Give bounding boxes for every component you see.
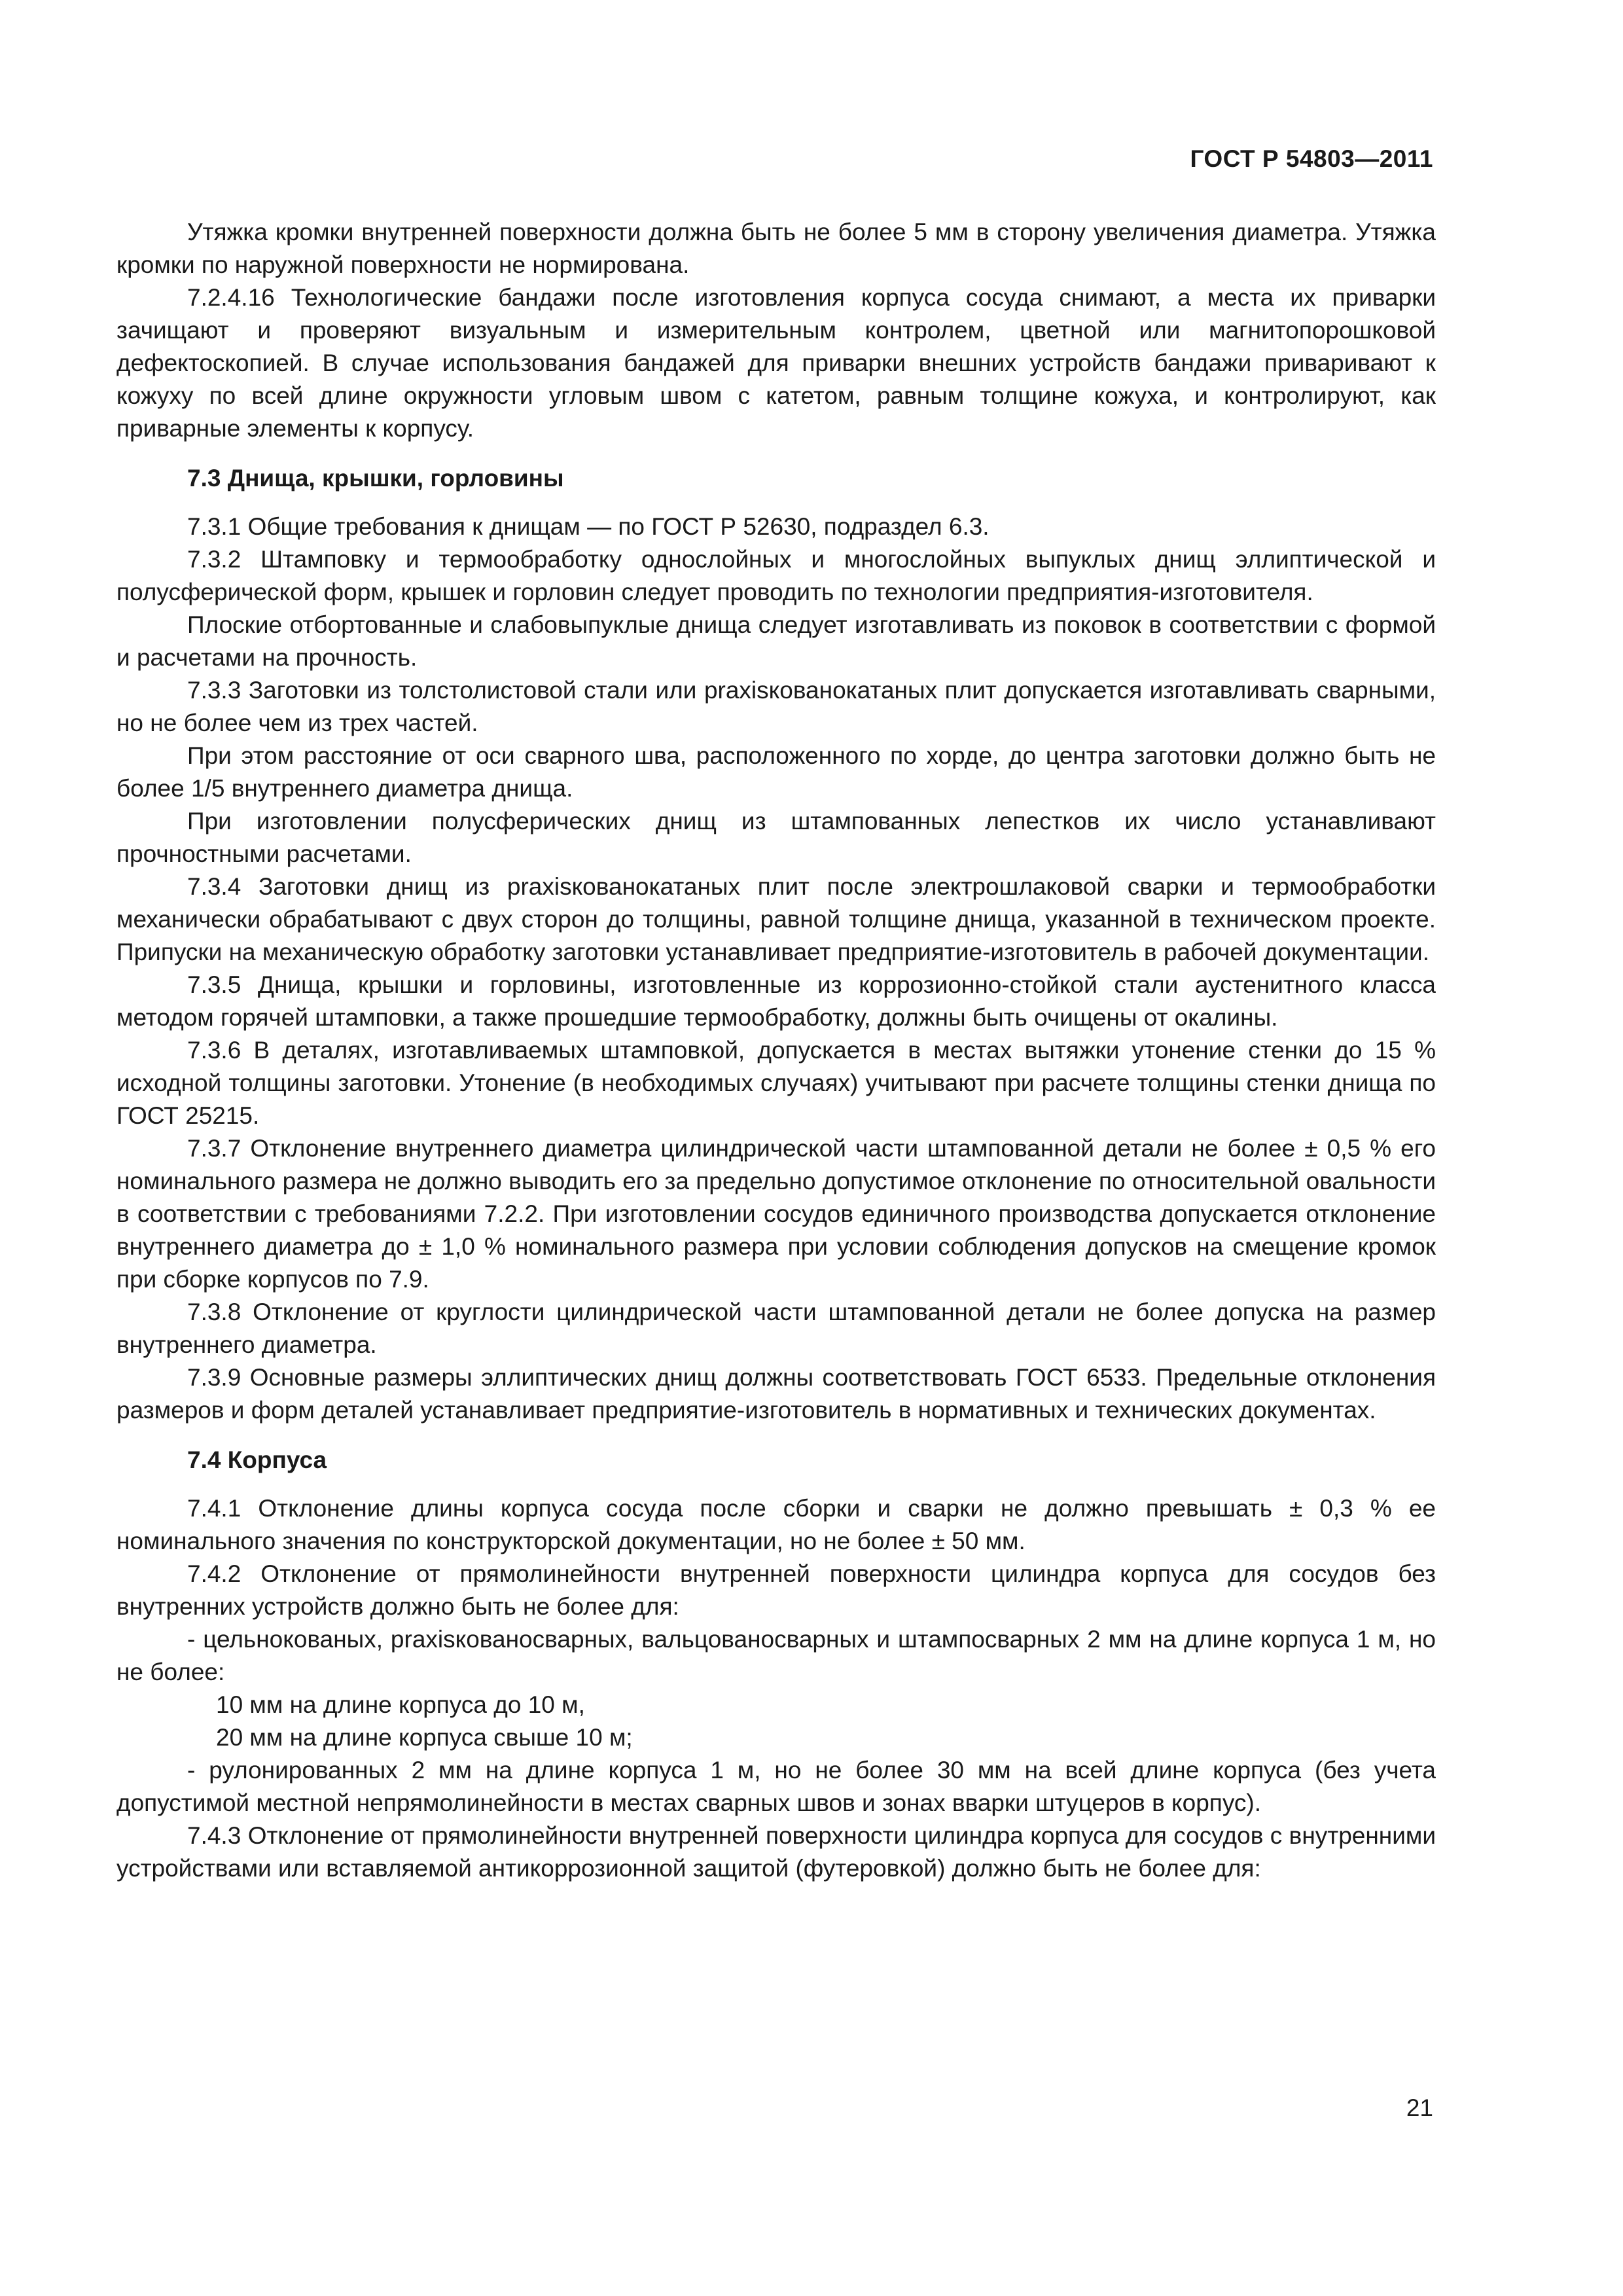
list-item: - цельнокованых, praxisкованосварных, вальцованосварных и штампосварных 2 мм на длине корпуса 1 м, но не более: (116, 1626, 1436, 1685)
paragraph: Утяжка кромки внутренней поверхности должна быть не более 5 мм в сторону увеличения диаметра. Утяжка кромки по наружной поверхности не нормирована. (116, 219, 1436, 278)
document-header-id: ГОСТ Р 54803—2011 (1190, 145, 1433, 172)
paragraph-7-2-4-16: 7.2.4.16 Технологические бандажи после изготовления корпуса сосуда снимают, а места их приварки зачищают и проверяют визуальным и измерительным контролем, цветной или магнитопорошковой дефектоскопией. В случае использования бандажей для приварки внешних устройств бандажи приваривают к кожуху по всей длине окружности угловым швом с катетом, равным толщине кожуха, и контролируют, как приварные элементы к корпусу. (116, 284, 1436, 442)
paragraph: Плоские отбортованные и слабовыпуклые днища следует изготавливать из поковок в соответствии с формой и расчетами на прочность. (116, 611, 1436, 671)
paragraph-7-4-2: 7.4.2 Отклонение от прямолинейности внутренней поверхности цилиндра корпуса для сосудов без внутренних устройств должно быть не более для: (116, 1560, 1436, 1620)
paragraph: При изготовлении полусферических днищ из штампованных лепестков их число устанавливают прочностными расчетами. (116, 808, 1436, 867)
paragraph-7-3-8: 7.3.8 Отклонение от круглости цилиндрической части штампованной детали не более допуска на размер внутреннего диаметра. (116, 1299, 1436, 1358)
section-heading-7-3: 7.3 Днища, крышки, горловины (187, 465, 564, 492)
paragraph-7-3-4: 7.3.4 Заготовки днищ из praxisкованокатаных плит после электрошлаковой сварки и термообработки механически обрабатывают с двух сторон до толщины, равной толщине днища, указанной в техническом проекте. Припуски на механическую обработку заготовки устанавливает предприятие-изготовитель в рабочей документации. (116, 873, 1436, 965)
paragraph-7-3-1: 7.3.1 Общие требования к днищам — по ГОСТ Р 52630, подраздел 6.3. (187, 513, 990, 540)
list-sub-item: 20 мм на длине корпуса свыше 10 м; (216, 1724, 633, 1751)
list-item: - рулонированных 2 мм на длине корпуса 1 м, но не более 30 мм на всей длине корпуса (без учета допустимой местной непрямолинейности в местах сварных швов и зонах вварки штуцеров в корпус). (116, 1757, 1436, 1816)
page-number: 21 (1406, 2094, 1433, 2121)
paragraph-7-3-3: 7.3.3 Заготовки из толстолистовой стали или praxisкованокатаных плит допускается изготавливать сварными, но не более чем из трех частей. (116, 677, 1436, 736)
section-heading-7-4: 7.4 Корпуса (187, 1446, 327, 1473)
paragraph-7-3-6: 7.3.6 В деталях, изготавливаемых штамповкой, допускается в местах вытяжки утонение стенки до 15 % исходной толщины заготовки. Утонение (в необходимых случаях) учитывают при расчете толщины стенки днища по ГОСТ 25215. (116, 1037, 1436, 1129)
paragraph-7-4-3: 7.4.3 Отклонение от прямолинейности внутренней поверхности цилиндра корпуса для сосудов с внутренними устройствами или вставляемой антикоррозионной защитой (футеровкой) должно быть не более для: (116, 1822, 1436, 1882)
paragraph-7-3-9: 7.3.9 Основные размеры эллиптических днищ должны соответствовать ГОСТ 6533. Предельные отклонения размеров и форм деталей устанавливает предприятие-изготовитель в нормативных и технических документах. (116, 1364, 1436, 1424)
list-sub-item: 10 мм на длине корпуса до 10 м, (216, 1691, 585, 1718)
paragraph-7-4-1: 7.4.1 Отклонение длины корпуса сосуда после сборки и сварки не должно превышать ± 0,3 % ее номинального значения по конструкторской документации, но не более ± 50 мм. (116, 1495, 1436, 1554)
paragraph-7-3-2: 7.3.2 Штамповку и термообработку однослойных и многослойных выпуклых днищ эллиптической и полусферической форм, крышек и горловин следует проводить по технологии предприятия-изготовителя. (116, 546, 1436, 605)
paragraph-7-3-5: 7.3.5 Днища, крышки и горловины, изготовленные из коррозионно-стойкой стали аустенитного класса методом горячей штамповки, а также прошедшие термообработку, должны быть очищены от окалины. (116, 971, 1436, 1031)
document-body (116, 216, 1436, 1885)
paragraph-7-3-7: 7.3.7 Отклонение внутреннего диаметра цилиндрической части штампованной детали не более ± 0,5 % его номинального размера не должно выводить его за предельно допустимое отклонение по относительной овальности в соответствии с требованиями 7.2.2. При изготовлении сосудов единичного производства допускается отклонение внутреннего диаметра до ± 1,0 % номинального размера при условии соблюдения допусков на смещение кромок при сборке корпусов по 7.9. (116, 1135, 1436, 1293)
paragraph: При этом расстояние от оси сварного шва, расположенного по хорде, до центра заготовки должно быть не более 1/5 внутреннего диаметра днища. (116, 742, 1436, 802)
